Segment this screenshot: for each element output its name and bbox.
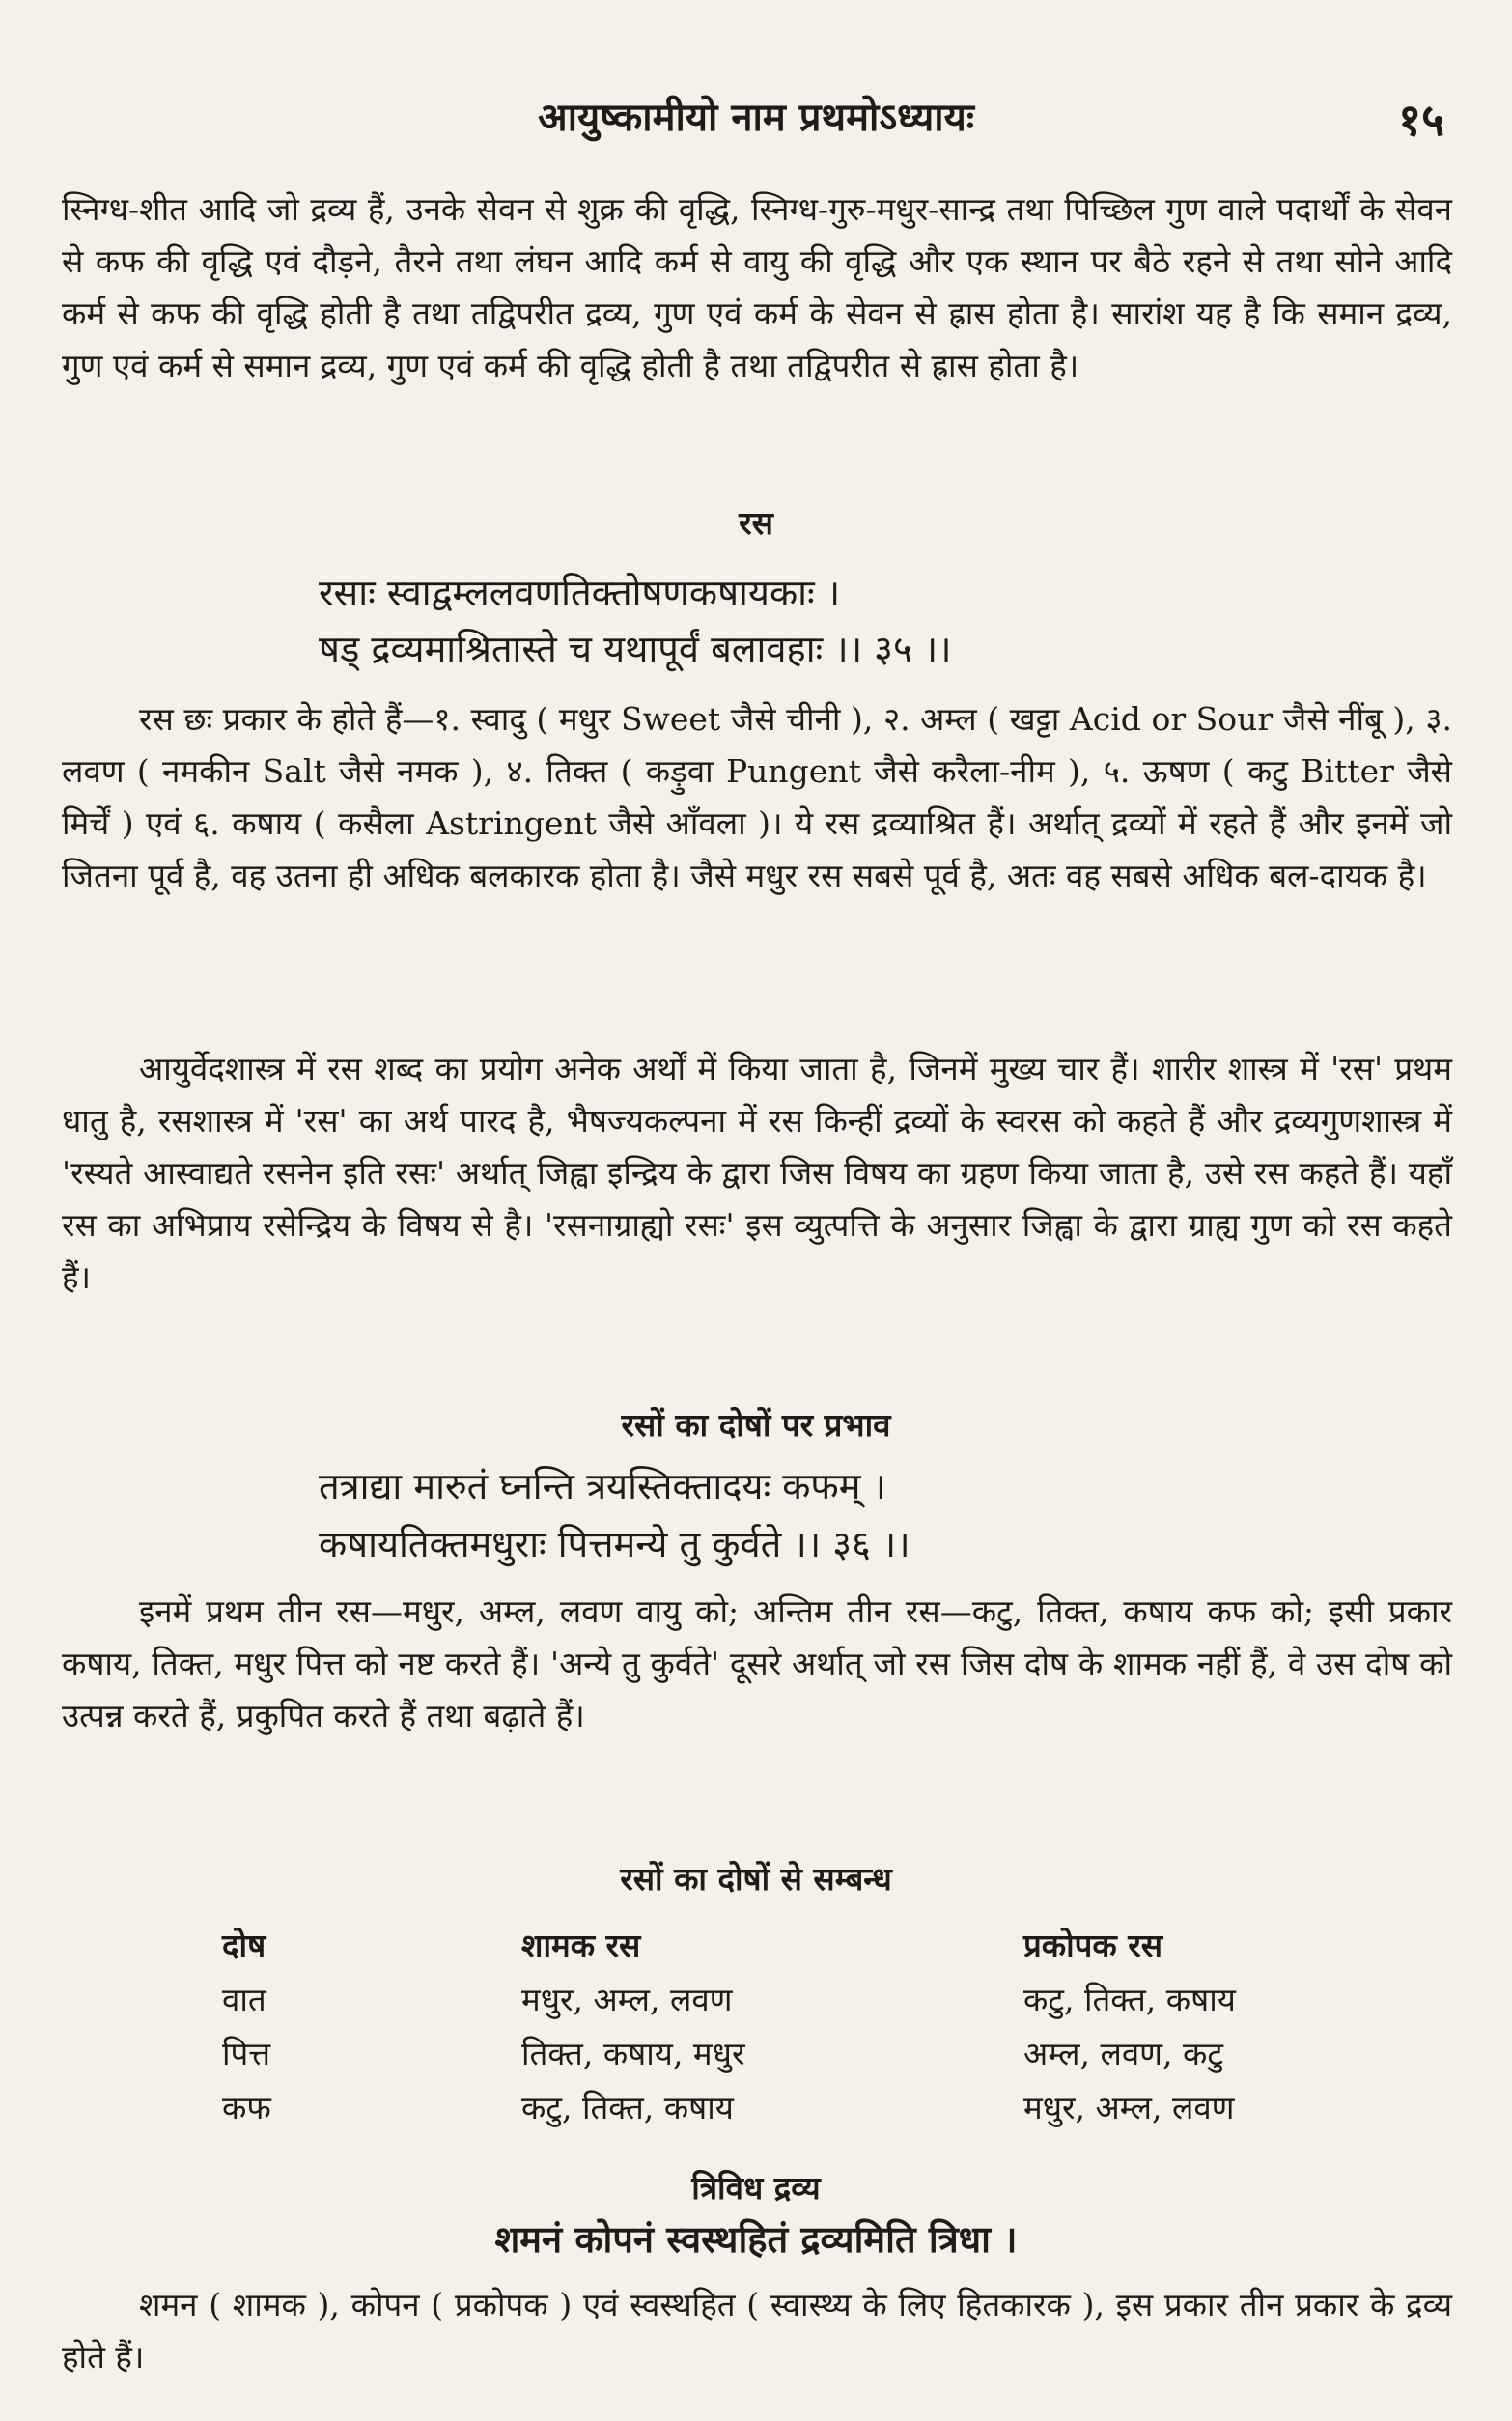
table-cell: मधुर, अम्ल, लवण [521, 1980, 733, 2018]
verse-35-line-1: रसाः स्वाद्वम्ललवणतिक्तोषणकषायकाः । [319, 572, 841, 614]
heading-rasa-dosha-relation: रसों का दोषों से सम्बन्ध [620, 1860, 892, 1898]
paragraph-rasa-meaning: आयुर्वेदशास्त्र में रस शब्द का प्रयोग अनेक अर्थों में किया जाता है, जिनमें मुख्य चार हैं। शारीर शास्त्र में 'रस' प्रथम धातु है, रसशास्त्र में 'रस' का अर्थ पारद है, भैषज्यकल्पना में रस किन्हीं द्रव्यों के स्वरस को कहते हैं और द्रव्यगुणशास्त्र में 'रस्यते आस्वाद्यते रसनेन इति रसः' अर्थात् जिह्वा इन्द्रिय के द्वारा जिस विषय का ग्रहण किया जाता है, उसे रस कहते हैं। यहाँ रस का अभिप्राय रसेन्द्रिय के विषय से है। 'रसनाग्राह्यो रसः' इस व्युत्पत्ति के अनुसार जिह्वा के द्वारा ग्राह्य गुण को रस कहते हैं। [62, 1050, 1452, 1296]
table-cell: पित्त [222, 2034, 271, 2072]
table-cell: तिक्त, कषाय, मधुर [521, 2034, 745, 2072]
table-cell: कटु, तिक्त, कषाय [1023, 1980, 1236, 2018]
paragraph-dosha-action: इनमें प्रथम तीन रस—मधुर, अम्ल, लवण वायु को; अन्तिम तीन रस—कटु, तिक्त, कषाय कफ को; इसी प्रकार कषाय, तिक्त, मधुर पित्त को नष्ट करते हैं। 'अन्ये तु कुर्वते' दूसरे अर्थात् जो रस जिस दोष के शामक नहीं हैं, वे उस दोष को उत्पन्न करते हैं, प्रकुपित करते हैं तथा बढ़ाते हैं। [62, 1592, 1452, 1734]
running-title: आयुष्कामीयो नाम प्रथमोऽध्यायः [538, 95, 974, 140]
verse-36-line-2: कषायतिक्तमधुराः पित्तमन्ये तु कुर्वते ।। ३६ ।। [319, 1523, 910, 1565]
table-cell: कटु, तिक्त, कषाय [521, 2088, 734, 2126]
table-header-cell: दोष [222, 1926, 266, 1964]
heading-rasa-effect: रसों का दोषों पर प्रभाव [621, 1406, 891, 1444]
verse-36-line-1: तत्राद्या मारुतं घ्नन्ति त्रयस्तिक्तादयः कफम् । [319, 1465, 886, 1507]
table-row [222, 2079, 1381, 2133]
rasa-dosha-table [222, 1917, 1381, 2133]
table-row [222, 2025, 1381, 2079]
table-header-cell: शामक रस [521, 1926, 641, 1964]
table-header-row [222, 1917, 1381, 1971]
table-cell: वात [222, 1980, 266, 2018]
table-cell: अम्ल, लवण, कटु [1023, 2034, 1223, 2072]
page-number: १५ [1398, 94, 1444, 146]
paragraph-six-rasas: रस छः प्रकार के होते हैं—१. स्वादु ( मधुर Sweet जैसे चीनी ), २. अम्ल ( खट्टा Acid or Sour जैसे नींबू ), ३. लवण ( नमकीन Salt जैसे नमक ), ४. तिक्त ( कड़ुवा Pungent जैसे करैला-नीम ), ५. ऊषण ( कटु Bitter जैसे मिर्चें ) एवं ६. कषाय ( कसैला Astringent जैसे आँवला )। ये रस द्रव्याश्रित हैं। अर्थात् द्रव्यों में रहते हैं और इनमें जो जितना पूर्व है, वह उतना ही अधिक बलकारक होता है। जैसे मधुर रस सबसे पूर्व है, अतः वह सबसे अधिक बल-दायक है। [62, 700, 1452, 894]
paragraph-trividha-explanation: शमन ( शामक ), कोपन ( प्रकोपक ) एवं स्वस्थहित ( स्वास्थ्य के लिए हितकारक ), इस प्रकार तीन प्रकार के द्रव्य होते हैं। [62, 2286, 1452, 2376]
verse-trividha: शमनं कोपनं स्वस्थहितं द्रव्यमिति त्रिधा । [494, 2217, 1018, 2261]
table-cell: मधुर, अम्ल, लवण [1023, 2088, 1235, 2126]
page-header [58, 89, 1454, 147]
table-header-cell: प्रकोपक रस [1023, 1926, 1163, 1964]
heading-trividha-dravya: त्रिविध द्रव्य [691, 2169, 821, 2207]
paragraph-vriddhi-hrasa: स्निग्ध-शीत आदि जो द्रव्य हैं, उनके सेवन से शुक्र की वृद्धि, स्निग्ध-गुरु-मधुर-सान्द्र तथा पिच्छिल गुण वाले पदार्थों के सेवन से कफ की वृद्धि एवं दौड़ने, तैरने तथा लंघन आदि कर्म से वायु की वृद्धि और एक स्थान पर बैठे रहने से तथा सोने आदि कर्म से कफ की वृद्धि होती है तथा तद्विपरीत द्रव्य, गुण एवं कर्म के सेवन से ह्रास होता है। सारांश यह है कि समान द्रव्य, गुण एवं कर्म से समान द्रव्य, गुण एवं कर्म की वृद्धि होती है तथा तद्विपरीत से ह्रास होता है। [62, 190, 1452, 384]
verse-35-line-2: षड् द्रव्यमाश्रितास्ते च यथापूर्वं बलावहाः ।। ३५ ।। [319, 628, 952, 670]
heading-rasa: रस [739, 504, 773, 542]
table-row [222, 1971, 1381, 2025]
table-cell: कफ [222, 2088, 271, 2126]
